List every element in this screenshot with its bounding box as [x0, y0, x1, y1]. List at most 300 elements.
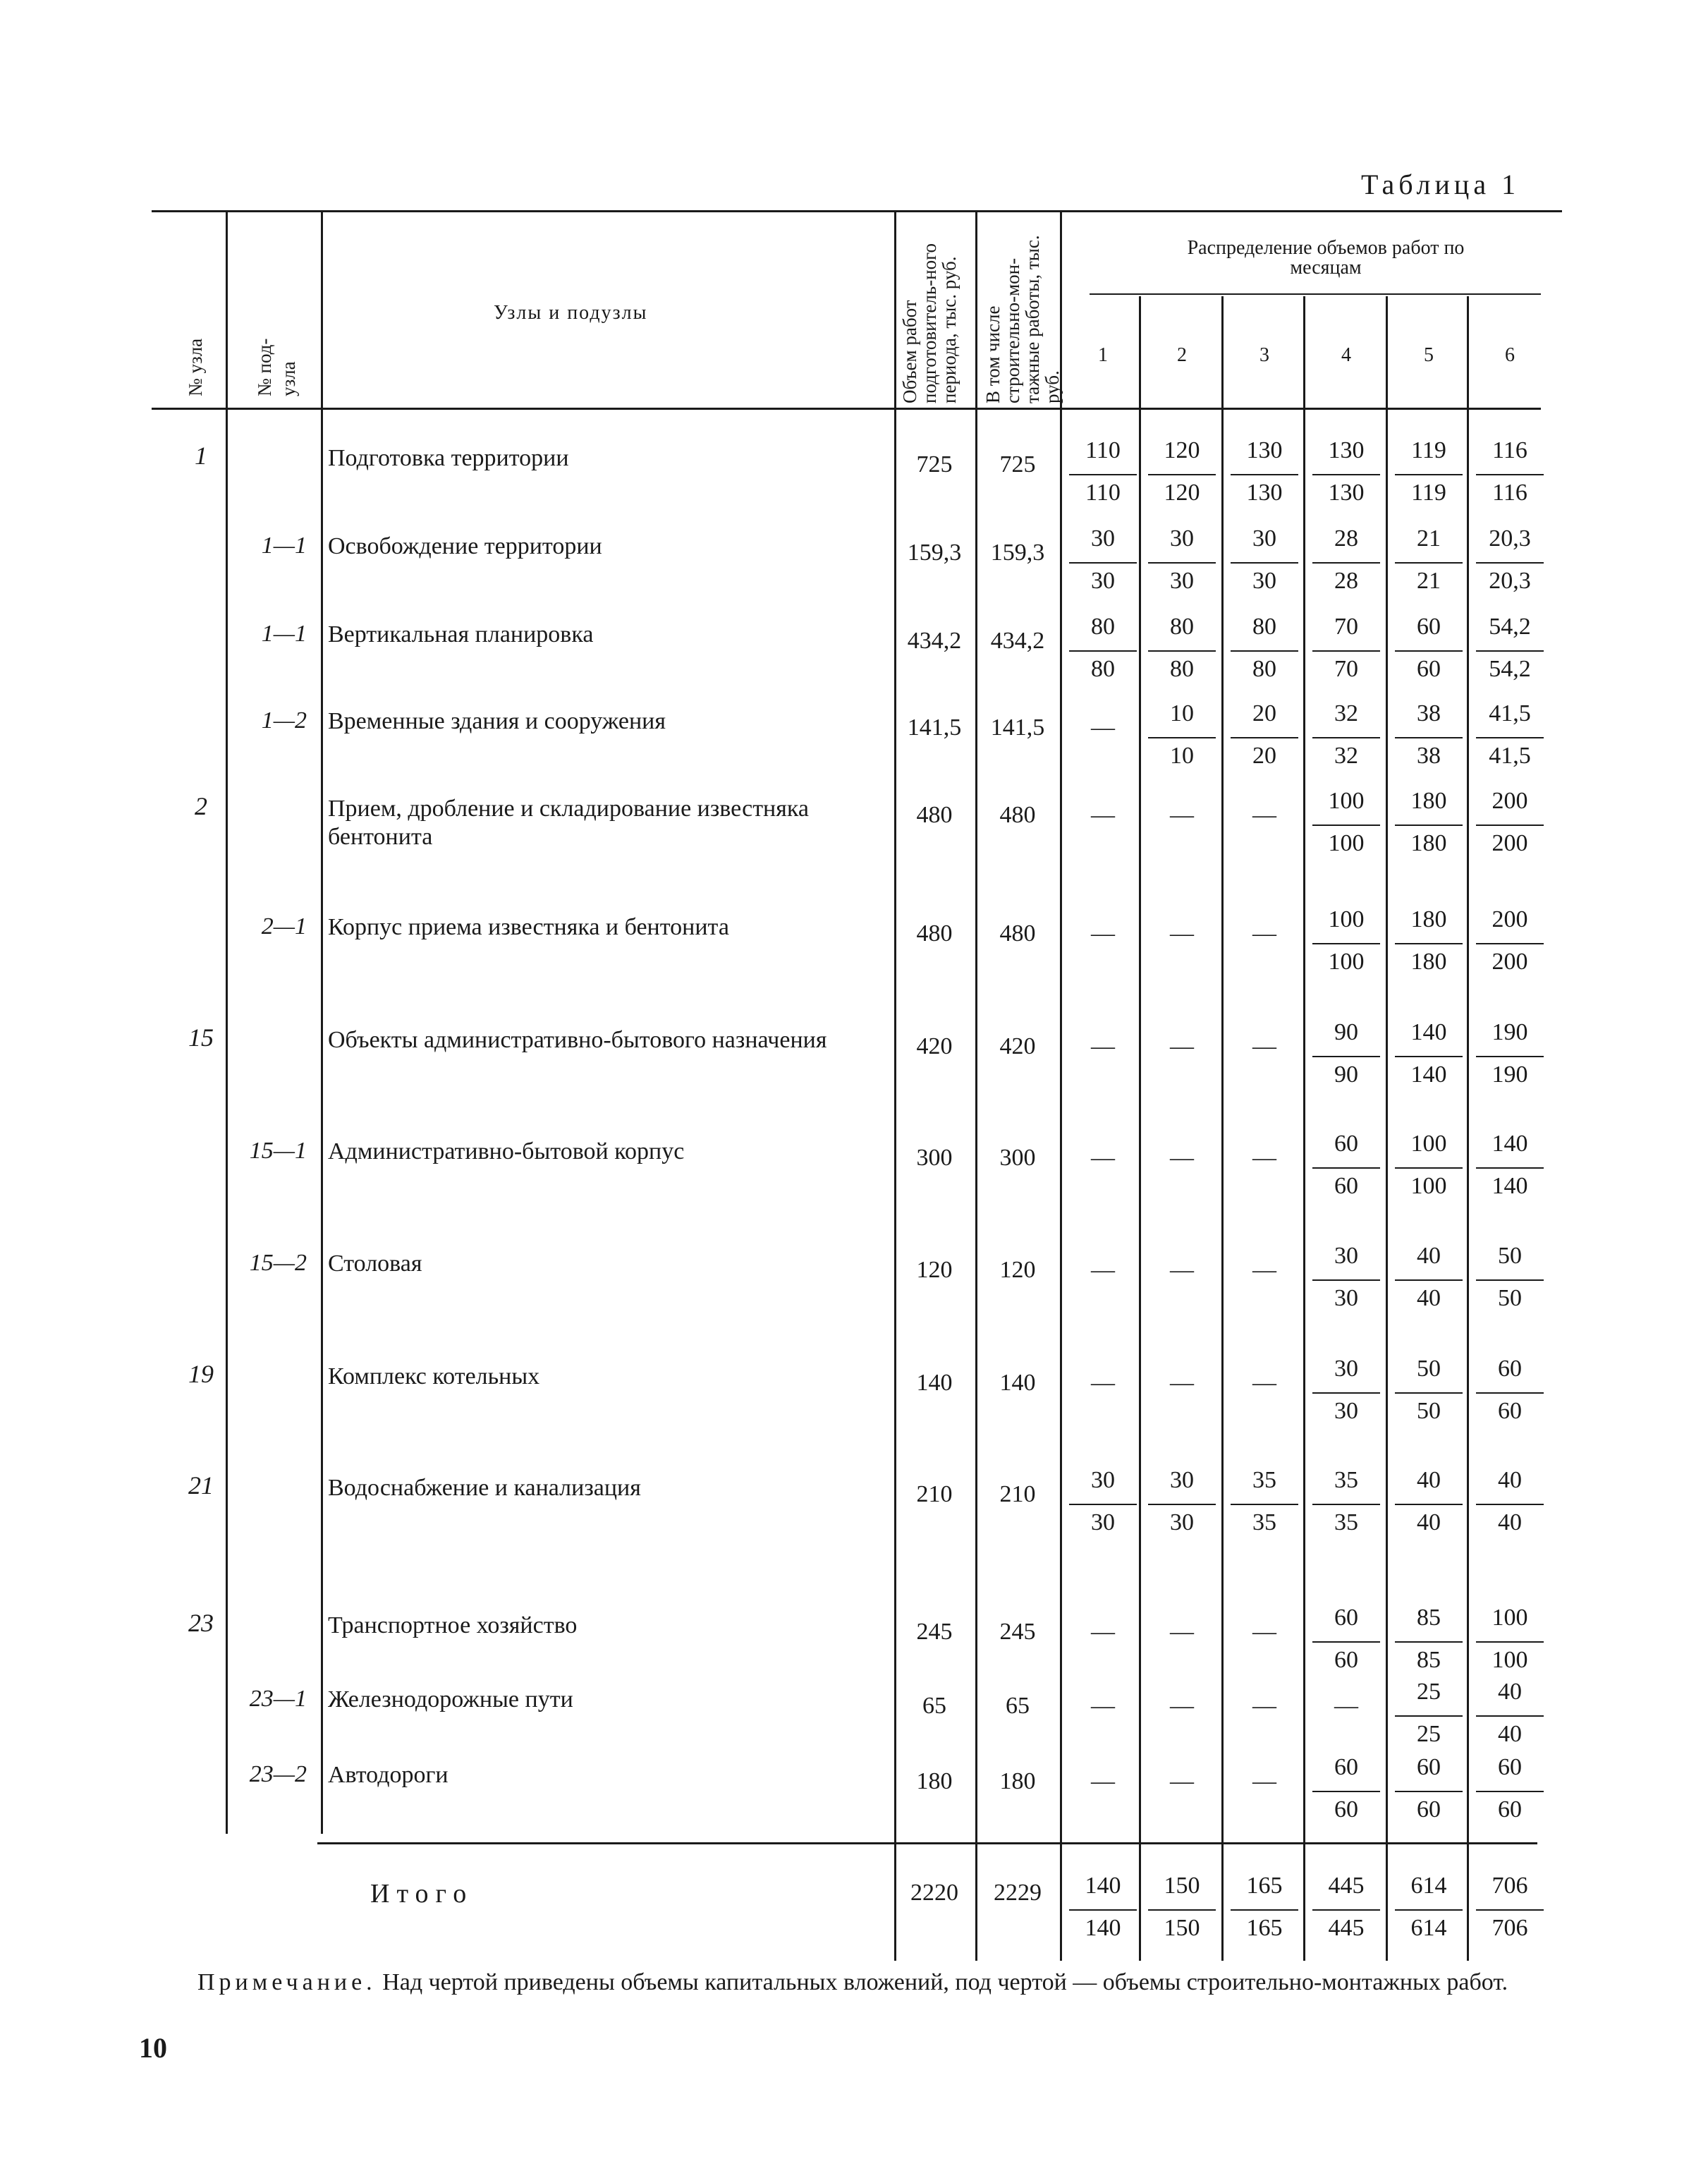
capital-investment-value: 130: [1328, 437, 1365, 463]
month-value-cell: [1310, 437, 1383, 515]
fraction-bar: [1476, 1715, 1544, 1717]
capital-investment-value: 10: [1170, 700, 1194, 726]
capital-investment-value: 20: [1252, 700, 1276, 726]
construction-work-value: 20,3: [1489, 568, 1531, 594]
construction-work-value: 10: [1170, 743, 1194, 769]
col-rule-volume: [975, 212, 977, 1961]
node-name: Транспортное хозяйство: [328, 1612, 578, 1638]
empty-dash: —: [1091, 1768, 1115, 1794]
construction-work-value: 200: [1492, 949, 1528, 975]
month-value-cell: [1310, 1243, 1383, 1320]
fraction-bar: [1069, 562, 1137, 564]
construction-work-value: 28: [1334, 568, 1358, 594]
volume-value: 434,2: [907, 628, 962, 654]
construction-work-value: 30: [1170, 1509, 1194, 1535]
construction-work-value: 80: [1252, 656, 1276, 682]
month-value-cell: [1066, 437, 1140, 515]
empty-dash: —: [1252, 1033, 1276, 1059]
construction-work-value: 35: [1334, 1509, 1358, 1535]
capital-investment-value: 190: [1492, 1019, 1528, 1045]
fraction-bar: [1395, 650, 1463, 652]
empty-dash: —: [1252, 920, 1276, 947]
construction-work-value: 40: [1498, 1721, 1522, 1747]
capital-investment-value: 119: [1411, 437, 1446, 463]
construction-work-value: 190: [1492, 1061, 1528, 1088]
empty-dash: —: [1170, 1370, 1194, 1396]
construction-value: 141,5: [990, 714, 1045, 741]
header-bottom-rule: [152, 408, 1541, 410]
capital-investment-value: 180: [1410, 788, 1447, 814]
month-value-cell: [1145, 614, 1219, 691]
capital-investment-value: 130: [1246, 437, 1283, 463]
month-value-cell: [1392, 700, 1465, 778]
month-value-cell: [1392, 1873, 1465, 1950]
construction-work-value: 140: [1410, 1061, 1447, 1088]
empty-dash: —: [1170, 1693, 1194, 1719]
month-value-cell: [1473, 1243, 1547, 1320]
construction-work-value: 706: [1492, 1915, 1528, 1941]
volume-value: 210: [916, 1481, 953, 1507]
volume-value: 140: [916, 1370, 953, 1396]
node-name: Объекты административно-бытового назначения: [328, 1027, 827, 1053]
fraction-bar: [1476, 1279, 1544, 1281]
month-value-cell: [1473, 1467, 1547, 1545]
header-distribution: Распределение объемов работ по месяцам: [1187, 237, 1465, 279]
fraction-bar: [1395, 825, 1463, 826]
capital-investment-value: 30: [1252, 525, 1276, 552]
month-value-cell: [1310, 788, 1383, 865]
empty-dash: —: [1170, 920, 1194, 947]
fraction-bar: [1476, 650, 1544, 652]
capital-investment-value: 60: [1417, 614, 1441, 640]
fraction-bar: [1148, 1909, 1216, 1911]
construction-work-value: 110: [1085, 480, 1121, 506]
construction-work-value: 20: [1252, 743, 1276, 769]
fraction-bar: [1395, 1791, 1463, 1792]
fraction-bar: [1312, 1167, 1380, 1169]
fraction-bar: [1312, 1791, 1380, 1792]
month-value-cell: [1473, 1605, 1547, 1682]
capital-investment-value: 28: [1334, 525, 1358, 552]
total-label: Итого: [370, 1879, 474, 1909]
construction-work-value: 60: [1334, 1173, 1358, 1199]
node-number: 2: [195, 792, 207, 820]
construction-work-value: 41,5: [1489, 743, 1531, 769]
month-value-cell: [1473, 1754, 1547, 1832]
fraction-bar: [1148, 1504, 1216, 1505]
subnode-number: 1—1: [261, 533, 307, 559]
construction-work-value: 100: [1410, 1173, 1447, 1199]
month-value-cell: [1066, 1467, 1140, 1545]
capital-investment-value: 41,5: [1489, 700, 1531, 726]
empty-dash: —: [1091, 920, 1115, 947]
node-number: 21: [188, 1471, 214, 1499]
month-value-cell: [1310, 1754, 1383, 1832]
fraction-bar: [1312, 1909, 1380, 1911]
fraction-bar: [1476, 1909, 1544, 1911]
construction-value: 300: [999, 1145, 1036, 1171]
fraction-bar: [1069, 1504, 1137, 1505]
fraction-bar: [1395, 1504, 1463, 1505]
month-value-cell: [1392, 1131, 1465, 1208]
fraction-bar: [1312, 1279, 1380, 1281]
header-construction: [983, 213, 1063, 403]
subnode-number: 15—2: [249, 1250, 307, 1276]
capital-investment-value: 80: [1170, 614, 1194, 640]
empty-dash: —: [1170, 1257, 1194, 1283]
fraction-bar: [1312, 474, 1380, 475]
capital-investment-value: 140: [1085, 1873, 1121, 1899]
month-value-cell: [1228, 614, 1301, 691]
footnote-label: Примечание.: [197, 1969, 377, 1995]
construction-work-value: 30: [1091, 568, 1115, 594]
fraction-bar: [1476, 1791, 1544, 1792]
fraction-bar: [1312, 1641, 1380, 1643]
construction-work-value: 38: [1417, 743, 1441, 769]
construction-value: 480: [999, 920, 1036, 947]
month-value-cell: [1392, 1679, 1465, 1756]
node-name: Железнодорожные пути: [328, 1686, 573, 1712]
fraction-bar: [1069, 474, 1137, 475]
node-number: 15: [188, 1023, 214, 1052]
capital-investment-value: 35: [1334, 1467, 1358, 1493]
empty-dash: —: [1091, 1145, 1115, 1171]
month-value-cell: [1310, 1356, 1383, 1433]
fraction-bar: [1312, 1392, 1380, 1394]
capital-investment-value: 200: [1492, 788, 1528, 814]
construction-work-value: 30: [1334, 1398, 1358, 1424]
construction-value: 434,2: [990, 628, 1045, 654]
volume-value: 65: [922, 1693, 946, 1719]
month-value-cell: [1310, 700, 1383, 778]
month-value-cell: [1392, 1754, 1465, 1832]
fraction-bar: [1476, 1056, 1544, 1057]
capital-investment-value: 120: [1164, 437, 1200, 463]
month-value-cell: [1310, 1873, 1383, 1950]
fraction-bar: [1148, 737, 1216, 738]
capital-investment-value: 40: [1417, 1243, 1441, 1269]
construction-value: 245: [999, 1619, 1036, 1645]
fraction-bar: [1476, 1167, 1544, 1169]
construction-work-value: 445: [1328, 1915, 1365, 1941]
fraction-bar: [1476, 562, 1544, 564]
fraction-bar: [1231, 650, 1298, 652]
month-value-cell: [1392, 525, 1465, 603]
construction-work-value: 100: [1328, 949, 1365, 975]
construction-work-value: 100: [1328, 830, 1365, 856]
empty-dash: —: [1091, 802, 1115, 828]
empty-dash: —: [1252, 802, 1276, 828]
month-value-cell: [1473, 906, 1547, 984]
total-construction: 2229: [994, 1880, 1042, 1906]
capital-investment-value: 706: [1492, 1873, 1528, 1899]
node-number: 23: [188, 1609, 214, 1637]
month-header: 4: [1341, 344, 1351, 366]
month-value-cell: [1310, 1467, 1383, 1545]
month-value-cell: [1473, 788, 1547, 865]
fraction-bar: [1312, 650, 1380, 652]
construction-work-value: 150: [1164, 1915, 1200, 1941]
construction-work-value: 60: [1417, 1796, 1441, 1823]
construction-work-value: 100: [1492, 1647, 1528, 1673]
construction-work-value: 30: [1170, 568, 1194, 594]
month-value-cell: [1473, 700, 1547, 778]
node-number: 19: [188, 1360, 214, 1388]
header-subnode-no: [252, 312, 300, 396]
capital-investment-value: 30: [1091, 1467, 1115, 1493]
month-value-cell: [1066, 614, 1140, 691]
volume-value: 300: [916, 1145, 953, 1171]
capital-investment-value: 30: [1334, 1243, 1358, 1269]
node-name: Комплекс котельных: [328, 1363, 540, 1389]
fraction-bar: [1476, 1392, 1544, 1394]
month-value-cell: [1228, 700, 1301, 778]
construction-value: 65: [1006, 1693, 1030, 1719]
months-rule: [1090, 293, 1541, 295]
month-value-cell: [1145, 1873, 1219, 1950]
subnode-number: 15—1: [249, 1138, 307, 1164]
col-rule-m2: [1221, 296, 1224, 1961]
volume-value: 159,3: [907, 540, 962, 566]
fraction-bar: [1312, 562, 1380, 564]
footnote: [197, 1968, 1558, 1997]
node-name: Вертикальная планировка: [328, 621, 594, 647]
month-value-cell: [1066, 525, 1140, 603]
fraction-bar: [1231, 562, 1298, 564]
capital-investment-value: 54,2: [1489, 614, 1531, 640]
fraction-bar: [1312, 1504, 1380, 1505]
month-value-cell: [1310, 906, 1383, 984]
col-rule-m5: [1467, 296, 1469, 1961]
capital-investment-value: 110: [1085, 437, 1121, 463]
construction-work-value: 119: [1411, 480, 1446, 506]
capital-investment-value: 140: [1492, 1131, 1528, 1157]
construction-work-value: 614: [1410, 1915, 1447, 1941]
node-name: Освобождение территории: [328, 533, 602, 559]
fraction-bar: [1395, 1056, 1463, 1057]
empty-dash: —: [1252, 1693, 1276, 1719]
footnote-text: Над чертой приведены объемы капитальных вложений, под чертой — объемы строительно-монтажных работ.: [376, 1969, 1508, 1995]
col-rule-construction: [1060, 212, 1062, 1961]
header-name: Узлы и подузлы: [494, 302, 648, 324]
month-value-cell: [1228, 437, 1301, 515]
capital-investment-value: 100: [1328, 906, 1365, 932]
month-value-cell: [1310, 614, 1383, 691]
month-value-cell: [1473, 437, 1547, 515]
fraction-bar: [1476, 474, 1544, 475]
construction-work-value: 165: [1246, 1915, 1283, 1941]
fraction-bar: [1476, 943, 1544, 944]
capital-investment-value: 85: [1417, 1605, 1441, 1631]
empty-dash: —: [1091, 1033, 1115, 1059]
month-value-cell: [1228, 525, 1301, 603]
fraction-bar: [1312, 943, 1380, 944]
empty-dash: —: [1252, 1619, 1276, 1645]
total-volume: 2220: [910, 1880, 958, 1906]
empty-dash: —: [1252, 1768, 1276, 1794]
capital-investment-value: 60: [1334, 1131, 1358, 1157]
subnode-number: 1—2: [261, 707, 307, 734]
volume-value: 480: [916, 920, 953, 947]
construction-work-value: 60: [1417, 656, 1441, 682]
month-value-cell: [1392, 1356, 1465, 1433]
capital-investment-value: 180: [1410, 906, 1447, 932]
subnode-number: 1—1: [261, 621, 307, 647]
subnode-number: 23—2: [249, 1761, 307, 1787]
fraction-bar: [1231, 1504, 1298, 1505]
fraction-bar: [1312, 825, 1380, 826]
capital-investment-value: 35: [1252, 1467, 1276, 1493]
capital-investment-value: 30: [1091, 525, 1115, 552]
capital-investment-value: 116: [1492, 437, 1527, 463]
construction-value: 725: [999, 451, 1036, 477]
header-volume: [900, 213, 960, 403]
header-construction-text: В том числе строительно-мон-тажные работы, тыс. руб.: [982, 235, 1063, 403]
construction-work-value: 70: [1334, 656, 1358, 682]
fraction-bar: [1476, 825, 1544, 826]
construction-value: 210: [999, 1481, 1036, 1507]
capital-investment-value: 20,3: [1489, 525, 1531, 552]
col-rule-subnode: [321, 212, 323, 1834]
empty-dash: —: [1170, 1768, 1194, 1794]
total-top-rule: [317, 1842, 1537, 1844]
construction-value: 140: [999, 1370, 1036, 1396]
capital-investment-value: 30: [1334, 1356, 1358, 1382]
header-node-no: № узла: [185, 338, 206, 396]
month-value-cell: [1473, 1131, 1547, 1208]
page-number: 10: [139, 2032, 167, 2064]
empty-dash: —: [1091, 1619, 1115, 1645]
month-value-cell: [1473, 525, 1547, 603]
construction-work-value: 200: [1492, 830, 1528, 856]
capital-investment-value: 150: [1164, 1873, 1200, 1899]
empty-dash: —: [1170, 1619, 1194, 1645]
capital-investment-value: 25: [1417, 1679, 1441, 1705]
capital-investment-value: 445: [1328, 1873, 1365, 1899]
construction-work-value: 80: [1170, 656, 1194, 682]
month-value-cell: [1228, 1873, 1301, 1950]
construction-value: 159,3: [990, 540, 1045, 566]
construction-work-value: 30: [1091, 1509, 1115, 1535]
fraction-bar: [1148, 650, 1216, 652]
node-name: Корпус приема известняка и бентонита: [328, 914, 729, 940]
month-value-cell: [1392, 1467, 1465, 1545]
month-value-cell: [1392, 788, 1465, 865]
node-number: 1: [195, 442, 207, 470]
capital-investment-value: 100: [1410, 1131, 1447, 1157]
construction-work-value: 180: [1410, 949, 1447, 975]
construction-work-value: 180: [1410, 830, 1447, 856]
month-value-cell: [1392, 1019, 1465, 1097]
node-name: Водоснабжение и канализация: [328, 1475, 641, 1501]
capital-investment-value: 60: [1498, 1356, 1522, 1382]
capital-investment-value: 50: [1417, 1356, 1441, 1382]
month-value-cell: [1310, 1605, 1383, 1682]
month-value-cell: [1066, 1873, 1140, 1950]
volume-value: 120: [916, 1257, 953, 1283]
volume-value: 725: [916, 451, 953, 477]
construction-work-value: 120: [1164, 480, 1200, 506]
month-value-cell: [1392, 614, 1465, 691]
month-value-cell: [1473, 1873, 1547, 1950]
fraction-bar: [1476, 1641, 1544, 1643]
capital-investment-value: 21: [1417, 525, 1441, 552]
empty-dash: —: [1170, 1145, 1194, 1171]
node-name: Административно-бытовой корпус: [328, 1138, 685, 1164]
capital-investment-value: 100: [1492, 1605, 1528, 1631]
capital-investment-value: 30: [1170, 1467, 1194, 1493]
construction-work-value: 40: [1417, 1285, 1441, 1311]
month-value-cell: [1473, 614, 1547, 691]
construction-work-value: 90: [1334, 1061, 1358, 1088]
empty-dash: —: [1252, 1145, 1276, 1171]
capital-investment-value: 60: [1334, 1754, 1358, 1780]
month-value-cell: [1392, 1243, 1465, 1320]
fraction-bar: [1148, 474, 1216, 475]
month-value-cell: [1392, 906, 1465, 984]
month-header: 3: [1259, 344, 1269, 366]
month-header: 5: [1424, 344, 1434, 366]
capital-investment-value: 40: [1498, 1679, 1522, 1705]
month-header: 6: [1505, 344, 1515, 366]
capital-investment-value: 40: [1417, 1467, 1441, 1493]
month-value-cell: [1392, 437, 1465, 515]
construction-work-value: 130: [1246, 480, 1283, 506]
month-value-cell: [1310, 525, 1383, 603]
month-header: 1: [1098, 344, 1108, 366]
month-value-cell: [1310, 1019, 1383, 1097]
volume-value: 480: [916, 802, 953, 828]
node-name: Автодороги: [328, 1762, 449, 1788]
construction-work-value: 21: [1417, 568, 1441, 594]
fraction-bar: [1069, 1909, 1137, 1911]
construction-work-value: 60: [1334, 1796, 1358, 1823]
capital-investment-value: 60: [1334, 1605, 1358, 1631]
empty-dash: —: [1091, 1370, 1115, 1396]
empty-dash: —: [1091, 1257, 1115, 1283]
fraction-bar: [1395, 1715, 1463, 1717]
month-value-cell: [1392, 1605, 1465, 1682]
empty-dash: —: [1252, 1370, 1276, 1396]
month-value-cell: [1145, 437, 1219, 515]
fraction-bar: [1395, 1641, 1463, 1643]
empty-dash: —: [1170, 1033, 1194, 1059]
empty-dash: —: [1091, 1693, 1115, 1719]
capital-investment-value: 100: [1328, 788, 1365, 814]
capital-investment-value: 30: [1170, 525, 1194, 552]
subnode-number: 2—1: [261, 913, 307, 939]
fraction-bar: [1395, 1279, 1463, 1281]
table-top-rule: [152, 210, 1562, 212]
fraction-bar: [1312, 737, 1380, 738]
fraction-bar: [1476, 1504, 1544, 1505]
construction-work-value: 30: [1252, 568, 1276, 594]
fraction-bar: [1395, 474, 1463, 475]
fraction-bar: [1395, 562, 1463, 564]
construction-work-value: 60: [1498, 1796, 1522, 1823]
fraction-bar: [1395, 1167, 1463, 1169]
construction-work-value: 30: [1334, 1285, 1358, 1311]
volume-value: 420: [916, 1033, 953, 1059]
construction-work-value: 116: [1492, 480, 1527, 506]
construction-work-value: 54,2: [1489, 656, 1531, 682]
capital-investment-value: 80: [1091, 614, 1115, 640]
node-name: Столовая: [328, 1251, 422, 1277]
empty-dash: —: [1252, 1257, 1276, 1283]
month-value-cell: [1145, 1467, 1219, 1545]
fraction-bar: [1231, 474, 1298, 475]
construction-work-value: 40: [1498, 1509, 1522, 1535]
